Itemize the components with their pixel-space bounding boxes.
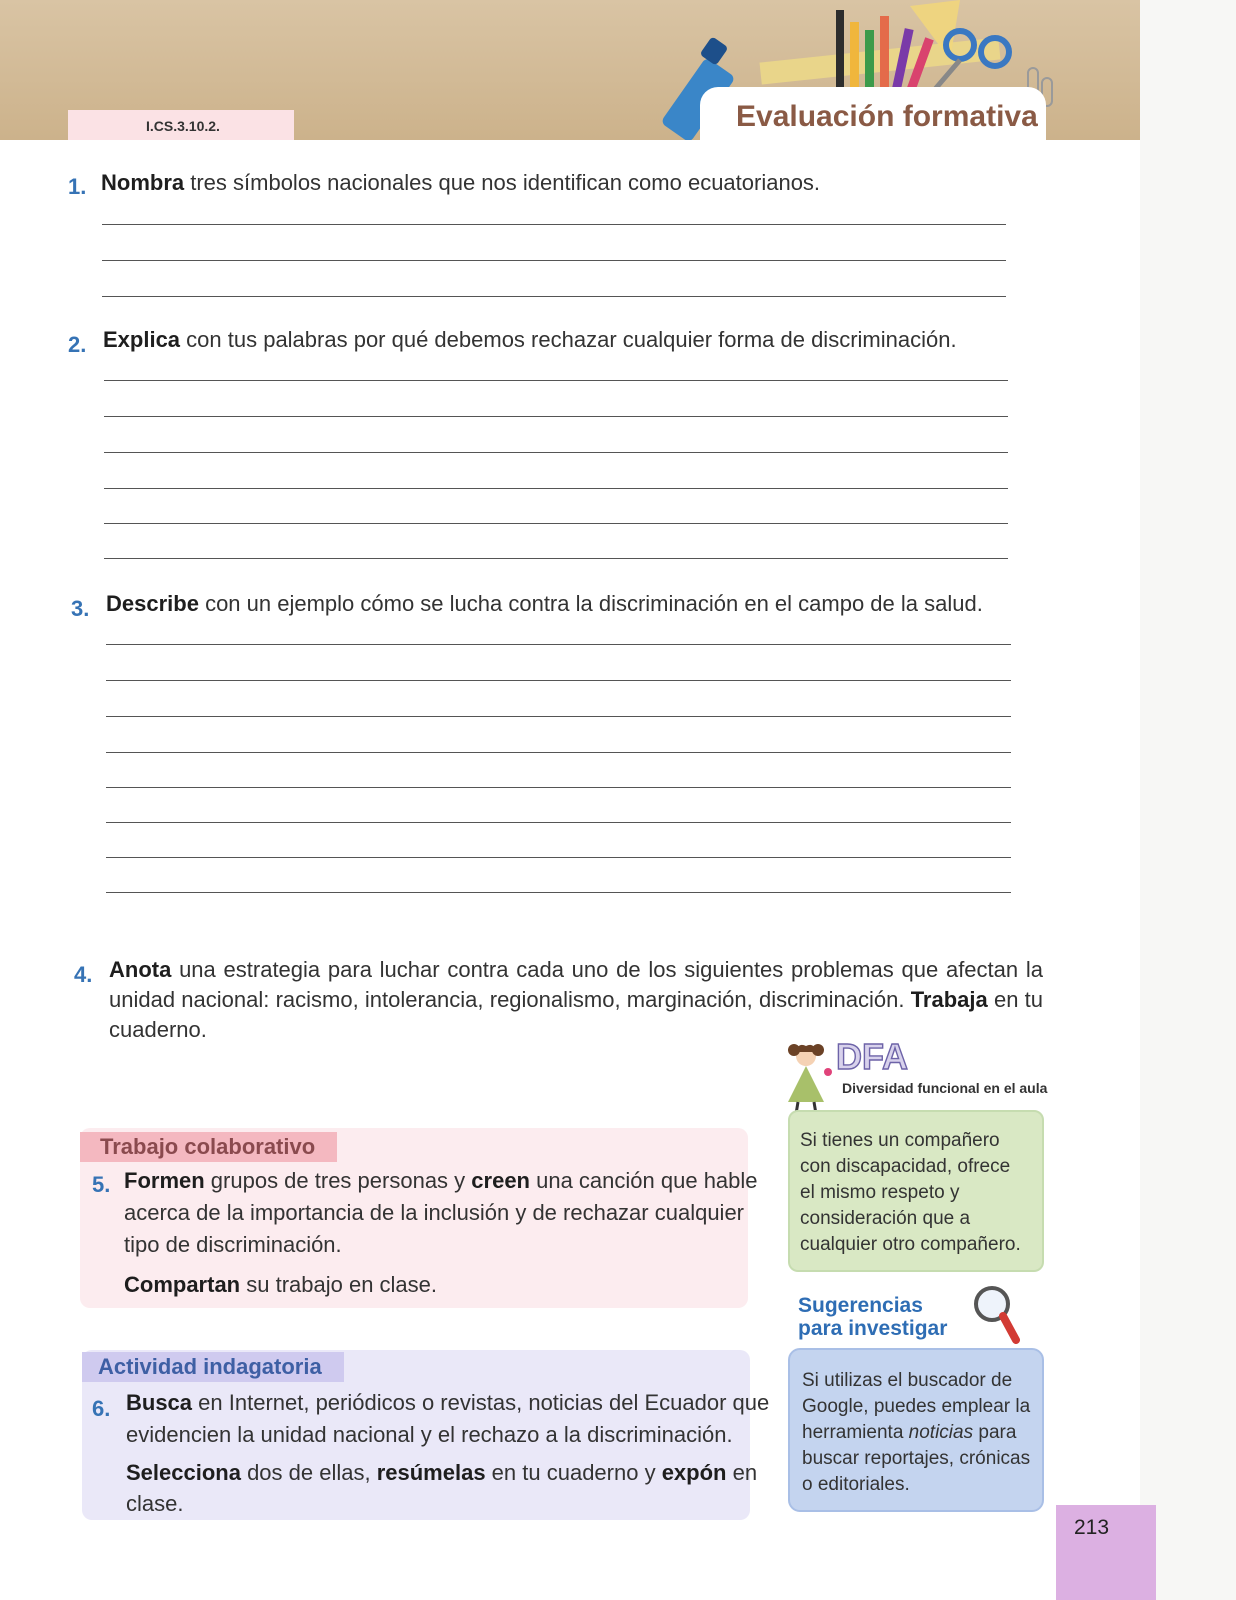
page-margin [1140,0,1236,1600]
suggestions-title-line-1: Sugerencias [798,1294,923,1317]
suggestions-text-line [802,1420,1016,1445]
answer-line[interactable] [104,558,1008,559]
dfa-text-line: cualquier otro compañero. [800,1234,1021,1255]
question-3-verb: Describe [106,591,199,616]
dfa-subtitle: Diversidad funcional en el aula [842,1080,1048,1096]
question-1-verb: Nombra [101,170,185,195]
activity-5-line-4 [124,1270,437,1300]
question-2-verb: Explica [103,327,181,352]
question-4-line-2 [109,985,1043,1015]
activity-6-line-3 [126,1458,757,1488]
suggestions-title-line-2: para investigar [798,1317,948,1340]
dfa-title: DFA [836,1036,908,1077]
question-2-number: 2. [68,332,87,357]
question-4-line-1-rest: una estrategia para luchar contra cada uno de los siguientes problemas que afectan la [171,957,1043,982]
skill-code [68,110,294,140]
suggestions-text-line: o editoriales. [802,1474,910,1495]
question-4-verb: Anota [109,957,172,982]
activity-5-text-b: una canción que hable [530,1168,758,1193]
question-1-text [101,168,820,198]
answer-line[interactable] [106,822,1011,823]
activity-5-share-verb: Compartan [124,1272,241,1297]
dfa-text-line: con discapacidad, ofrece [800,1156,1011,1177]
suggestions-text-line: buscar reportajes, crónicas [802,1448,1031,1469]
activity-6-text-c: en [726,1460,758,1485]
activity-6-rest: en Internet, periódicos o revistas, noticias del Ecuador que [192,1390,770,1415]
answer-line[interactable] [102,224,1006,225]
question-4-line-3: cuaderno. [109,1017,207,1042]
activity-5-line-2: acerca de la importancia de la inclusión y de rechazar cualquier [124,1200,745,1225]
activity-5-share-rest: su trabajo en clase. [240,1272,438,1297]
activity-6-number: 6. [92,1396,111,1421]
activity-5-text-a: grupos de tres personas y [204,1168,472,1193]
answer-line[interactable] [106,892,1011,893]
magnifying-glass-icon [972,1284,1020,1346]
question-3-rest: con un ejemplo cómo se lucha contra la discriminación en el campo de la salud. [198,591,983,616]
suggestions-text-emphasis: noticias [908,1422,974,1443]
answer-line[interactable] [106,787,1011,788]
question-2-text [103,325,957,355]
dfa-text-line: el mismo respeto y [800,1182,960,1203]
answer-line[interactable] [106,857,1011,858]
answer-line[interactable] [106,752,1011,753]
question-4-line-2-verb: Trabaja [910,987,988,1012]
dfa-text-line: Si tienes un compañero [800,1130,1000,1151]
skill-code-text: I.CS.3.10.2. [146,118,220,134]
page-number: 213 [1074,1516,1110,1539]
answer-line[interactable] [106,644,1011,645]
activity-6-verb: Busca [126,1390,193,1415]
answer-line[interactable] [106,716,1011,717]
suggestions-text-line: Google, puedes emplear la [802,1396,1031,1417]
girl-illustration-icon [776,1042,838,1116]
activity-6-line-2: evidencien la unidad nacional y el rechazo a la discriminación. [126,1422,733,1447]
answer-line[interactable] [104,452,1008,453]
activity-5-line-1 [124,1166,758,1196]
question-2-rest: con tus palabras por qué debemos rechazar cualquier forma de discriminación. [180,327,957,352]
activity-5-line-3: tipo de discriminación. [124,1232,342,1257]
activity-5-verb-2: creen [471,1168,530,1193]
activity-6-line-4: clase. [126,1491,184,1516]
activity-6-text-b: en tu cuaderno y [485,1460,662,1485]
dfa-text-line: consideración que a [800,1208,971,1229]
collaborative-work-label: Trabajo colaborativo [80,1132,337,1162]
suggestions-title [798,1294,947,1340]
activity-6-line-1 [126,1388,769,1418]
activity-6-verb-3: resúmelas [376,1460,486,1485]
activity-6-verb-4: expón [661,1460,727,1485]
activity-6-text-a: dos de ellas, [240,1460,377,1485]
question-1-number: 1. [68,174,87,199]
suggestions-text-line: Si utilizas el buscador de [802,1370,1013,1391]
question-4-line-1 [109,955,1043,985]
inquiry-activity-label: Actividad indagatoria [82,1352,344,1382]
answer-line[interactable] [102,296,1006,297]
activity-6-verb-2: Selecciona [126,1460,241,1485]
page-title: Evaluación formativa [736,100,1038,133]
question-4-line-2-b: en tu [987,987,1044,1012]
suggestions-text-b: para [973,1422,1017,1443]
question-3-text [106,589,983,619]
activity-5-verb: Formen [124,1168,205,1193]
suggestions-text-a: herramienta [802,1422,909,1443]
answer-line[interactable] [104,380,1008,381]
answer-line[interactable] [106,680,1011,681]
question-4-line-2-a: unidad nacional: racismo, intolerancia, regionalismo, marginación, discriminación. [109,987,911,1012]
answer-line[interactable] [104,416,1008,417]
question-3-number: 3. [71,596,90,621]
answer-line[interactable] [104,488,1008,489]
question-4-number: 4. [74,962,93,987]
answer-line[interactable] [102,260,1006,261]
answer-line[interactable] [104,523,1008,524]
activity-5-number: 5. [92,1172,111,1197]
question-1-rest: tres símbolos nacionales que nos identifican como ecuatorianos. [184,170,821,195]
